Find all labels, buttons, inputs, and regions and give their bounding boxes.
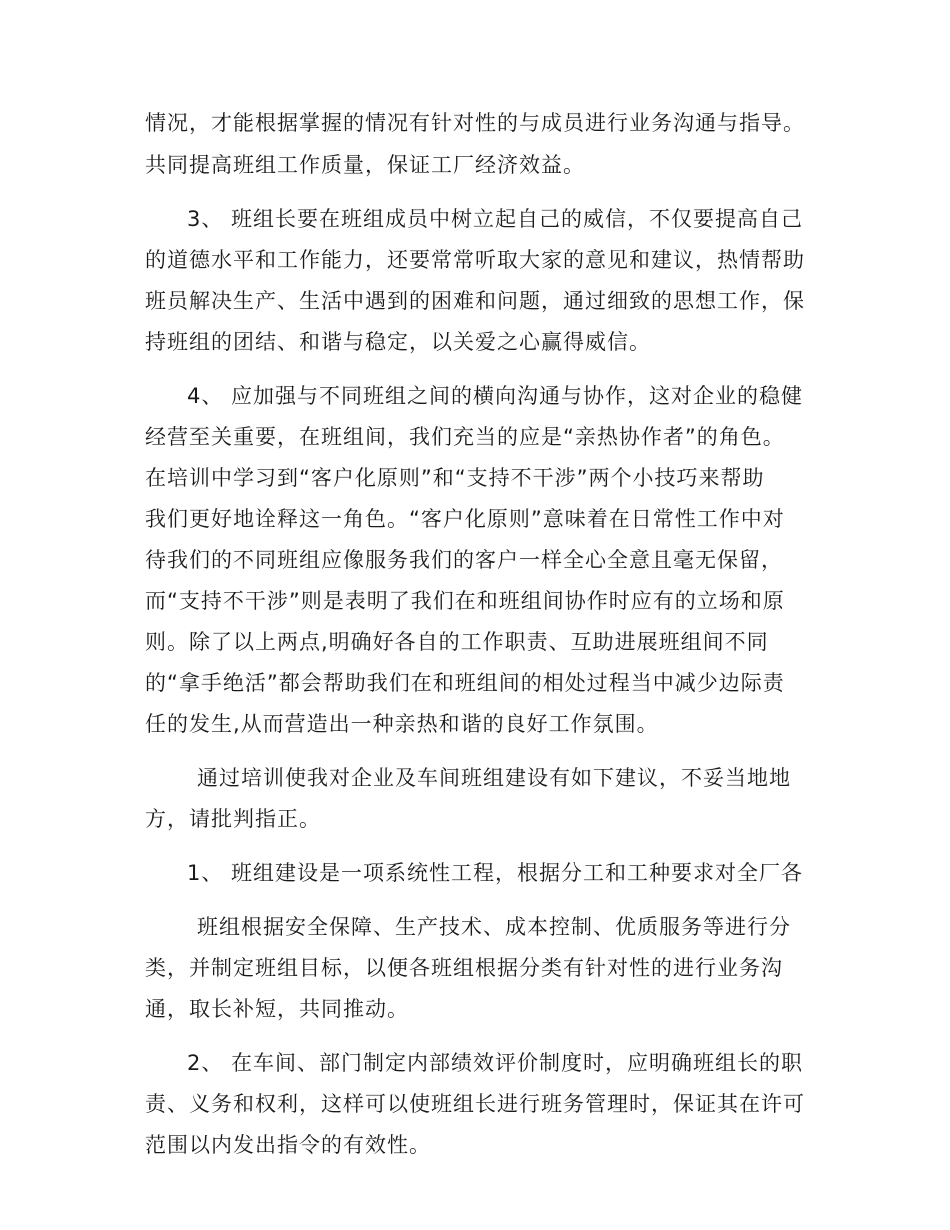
text-line: 在培训中学习到“客户化原则”和“支持不干涉”两个小技巧来帮助 xyxy=(145,466,765,490)
text-line: 的“拿手绝活”都会帮助我们在和班组间的相处过程当中减少边际责 xyxy=(145,671,785,695)
text-line: 3、 班组长要在班组成员中树立起自己的威信，不仅要提高自己 xyxy=(187,207,804,231)
text-line: 类，并制定班组目标，以便各班组根据分类有针对性的进行业务沟 xyxy=(145,956,783,980)
text-line: 待我们的不同班组应像服务我们的客户一样全心全意且毫无保留， xyxy=(145,548,783,572)
text-line: 2、 在车间、部门制定内部绩效评价制度时，应明确班组长的职 xyxy=(187,1051,804,1075)
text-line: 共同提高班组工作质量，保证工厂经济效益。 xyxy=(145,153,585,177)
text-line: 的道德水平和工作能力，还要常常听取大家的意见和建议，热情帮助 xyxy=(145,248,805,272)
text-line: 4、 应加强与不同班组之间的横向沟通与协作，这对企业的稳健 xyxy=(187,384,804,408)
text-line: 1、 班组建设是一项系统性工程，根据分工和工种要求对全厂各 xyxy=(187,861,804,885)
text-line: 持班组的团结、和谐与稳定，以关爱之心赢得威信。 xyxy=(145,330,651,354)
text-line: 方，请批判指正。 xyxy=(145,807,321,831)
text-line: 班组根据安全保障、生产技术、成本控制、优质服务等进行分 xyxy=(197,915,791,939)
text-line: 责、义务和权利，这样可以使班组长进行班务管理时，保证其在许可 xyxy=(145,1092,805,1116)
text-line: 范围以内发出指令的有效性。 xyxy=(145,1133,431,1157)
text-line: 经营至关重要，在班组间，我们充当的应是“亲热协作者”的角色。 xyxy=(145,425,785,449)
text-line: 我们更好地诠释这一角色。“客户化原则”意味着在日常性工作中对 xyxy=(145,507,785,531)
text-line: 通过培训使我对企业及车间班组建设有如下建议，不妥当地地 xyxy=(197,766,791,790)
text-line: 任的发生,从而营造出一种亲热和谐的良好工作氛围。 xyxy=(145,712,659,736)
text-line: 而“支持不干涉”则是表明了我们在和班组间协作时应有的立场和原 xyxy=(145,589,785,613)
text-line: 则。除了以上两点,明确好各自的工作职责、互助进展班组间不同 xyxy=(145,630,769,654)
text-line: 情况，才能根据掌握的情况有针对性的与成员进行业务沟通与指导。 xyxy=(145,111,805,135)
text-line: 班员解决生产、生活中遇到的困难和问题，通过细致的思想工作，保 xyxy=(145,289,805,313)
text-line: 通，取长补短，共同推动。 xyxy=(145,997,409,1021)
